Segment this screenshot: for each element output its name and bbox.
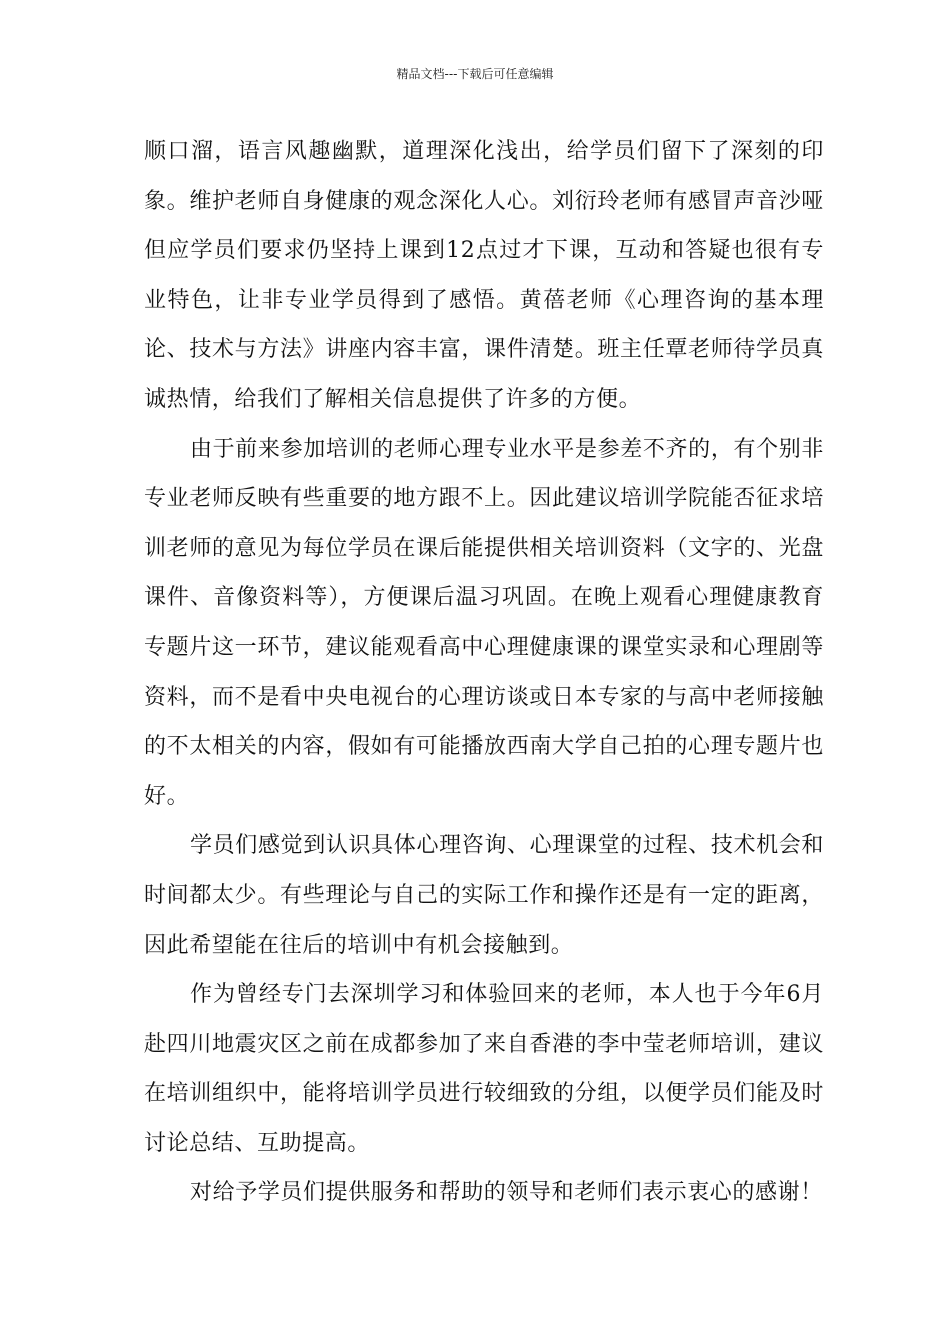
paragraph-grouping-suggestion: 作为曾经专门去深圳学习和体验回来的老师，本人也于今年6月赴四川地震灾区之前在成都参加了来自香港的李中莹老师培训，建议在培训组织中，能将培训学员进行较细致的分组，以便学员们能及时讨论总结、互助提高。 [144,982,824,1156]
paragraph-thanks: 对给予学员们提供服务和帮助的领导和老师们表示衷心的感谢！ [190,1180,823,1206]
paragraph-continued: 顺口溜，语言风趣幽默，道理深化浅出，给学员们留下了深刻的印象。维护老师自身健康的观念深化人心。刘衍玲老师有感冒声音沙哑但应学员们要求仍坚持上课到12点过才下课，互动和答疑也很有专业特色，让非专业学员得到了感悟。黄蓓老师《心理咨询的基本理论、技术与方法》讲座内容丰富，课件清楚。班主任覃老师待学员真诚热情，给我们了解相关信息提供了许多的方便。 [144,139,824,412]
document-body [144,127,824,1218]
page-header: 精品文档---下载后可任意编辑 [396,67,554,81]
paragraph-suggestion-materials: 由于前来参加培训的老师心理专业水平是参差不齐的，有个别非专业老师反映有些重要的地方跟不上。因此建议培训学院能否征求培训老师的意见为每位学员在课后能提供相关培训资料（文字的、光盘课件、音像资料等），方便课后温习巩固。在晚上观看心理健康教育专题片这一环节，建议能观看高中心理健康课的课堂实录和心理剧等资料，而不是看中央电视台的心理访谈或日本专家的与高中老师接触的不太相关的内容，假如有可能播放西南大学自己拍的心理专题片也好。 [144,436,824,809]
paragraph-practice-time: 学员们感觉到认识具体心理咨询、心理课堂的过程、技术机会和时间都太少。有些理论与自己的实际工作和操作还是有一定的距离，因此希望能在往后的培训中有机会接触到。 [144,833,824,958]
